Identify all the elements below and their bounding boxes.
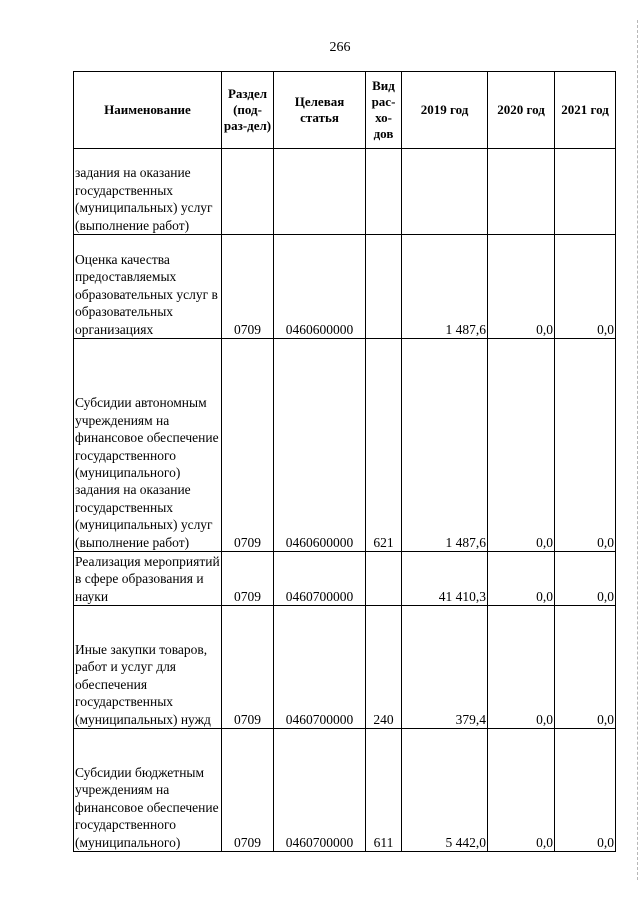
table-row [74,552,616,606]
row-name: Субсидии бюджетным учреждениям на финансовое обеспечение государственного (муниципального) [74,729,222,852]
page-number: 266 [329,40,351,55]
row-type [366,235,402,339]
row-2021: 0,0 [555,552,616,606]
row-target: 0460600000 [274,339,366,552]
row-target: 0460700000 [274,729,366,852]
row-target: 0460600000 [274,235,366,339]
row-2021 [555,149,616,235]
row-section: 0709 [222,552,274,606]
row-type [366,552,402,606]
header-target: Целевая статья [274,72,366,149]
row-name: Иные закупки товаров, работ и услуг для обеспечения государственных (муниципальных) нужд [74,606,222,729]
header-2020: 2020 год [488,72,555,149]
header-2019: 2019 год [402,72,488,149]
row-2020 [488,149,555,235]
row-2019: 41 410,3 [402,552,488,606]
row-name: Субсидии автономным учреждениям на финансовое обеспечение государственного (муниципального) задания на оказание государственных (муниципальных) услуг (выполнение работ) [74,339,222,552]
row-2019: 379,4 [402,606,488,729]
row-2020: 0,0 [488,552,555,606]
row-2020: 0,0 [488,235,555,339]
table-row [74,606,616,729]
row-2020: 0,0 [488,729,555,852]
row-2019: 5 442,0 [402,729,488,852]
table-header-row [74,72,616,149]
table-row [74,149,616,235]
row-2021: 0,0 [555,339,616,552]
row-type: 240 [366,606,402,729]
row-2021: 0,0 [555,235,616,339]
row-section [222,149,274,235]
row-name: задания на оказание государственных (муниципальных) услуг (выполнение работ) [74,149,222,235]
row-target: 0460700000 [274,552,366,606]
row-target [274,149,366,235]
row-name: Оценка качества предоставляемых образовательных услуг в образовательных организациях [74,235,222,339]
scan-edge-marks [635,20,638,880]
row-section: 0709 [222,606,274,729]
header-type: Вид рас-хо-дов [366,72,402,149]
row-name: Реализация мероприятий в сфере образования и науки [74,552,222,606]
header-section: Раздел (под-раз-дел) [222,72,274,149]
row-type: 611 [366,729,402,852]
row-2020: 0,0 [488,606,555,729]
row-target: 0460700000 [274,606,366,729]
row-2021: 0,0 [555,606,616,729]
header-2021: 2021 год [555,72,616,149]
row-section: 0709 [222,235,274,339]
header-name: Наименование [74,72,222,149]
row-2019 [402,149,488,235]
row-2019: 1 487,6 [402,339,488,552]
budget-table [73,71,616,852]
table-row [74,235,616,339]
table-row [74,729,616,852]
row-2019: 1 487,6 [402,235,488,339]
table-row [74,339,616,552]
row-type: 621 [366,339,402,552]
row-2020: 0,0 [488,339,555,552]
row-2021: 0,0 [555,729,616,852]
row-section: 0709 [222,339,274,552]
row-type [366,149,402,235]
row-section: 0709 [222,729,274,852]
